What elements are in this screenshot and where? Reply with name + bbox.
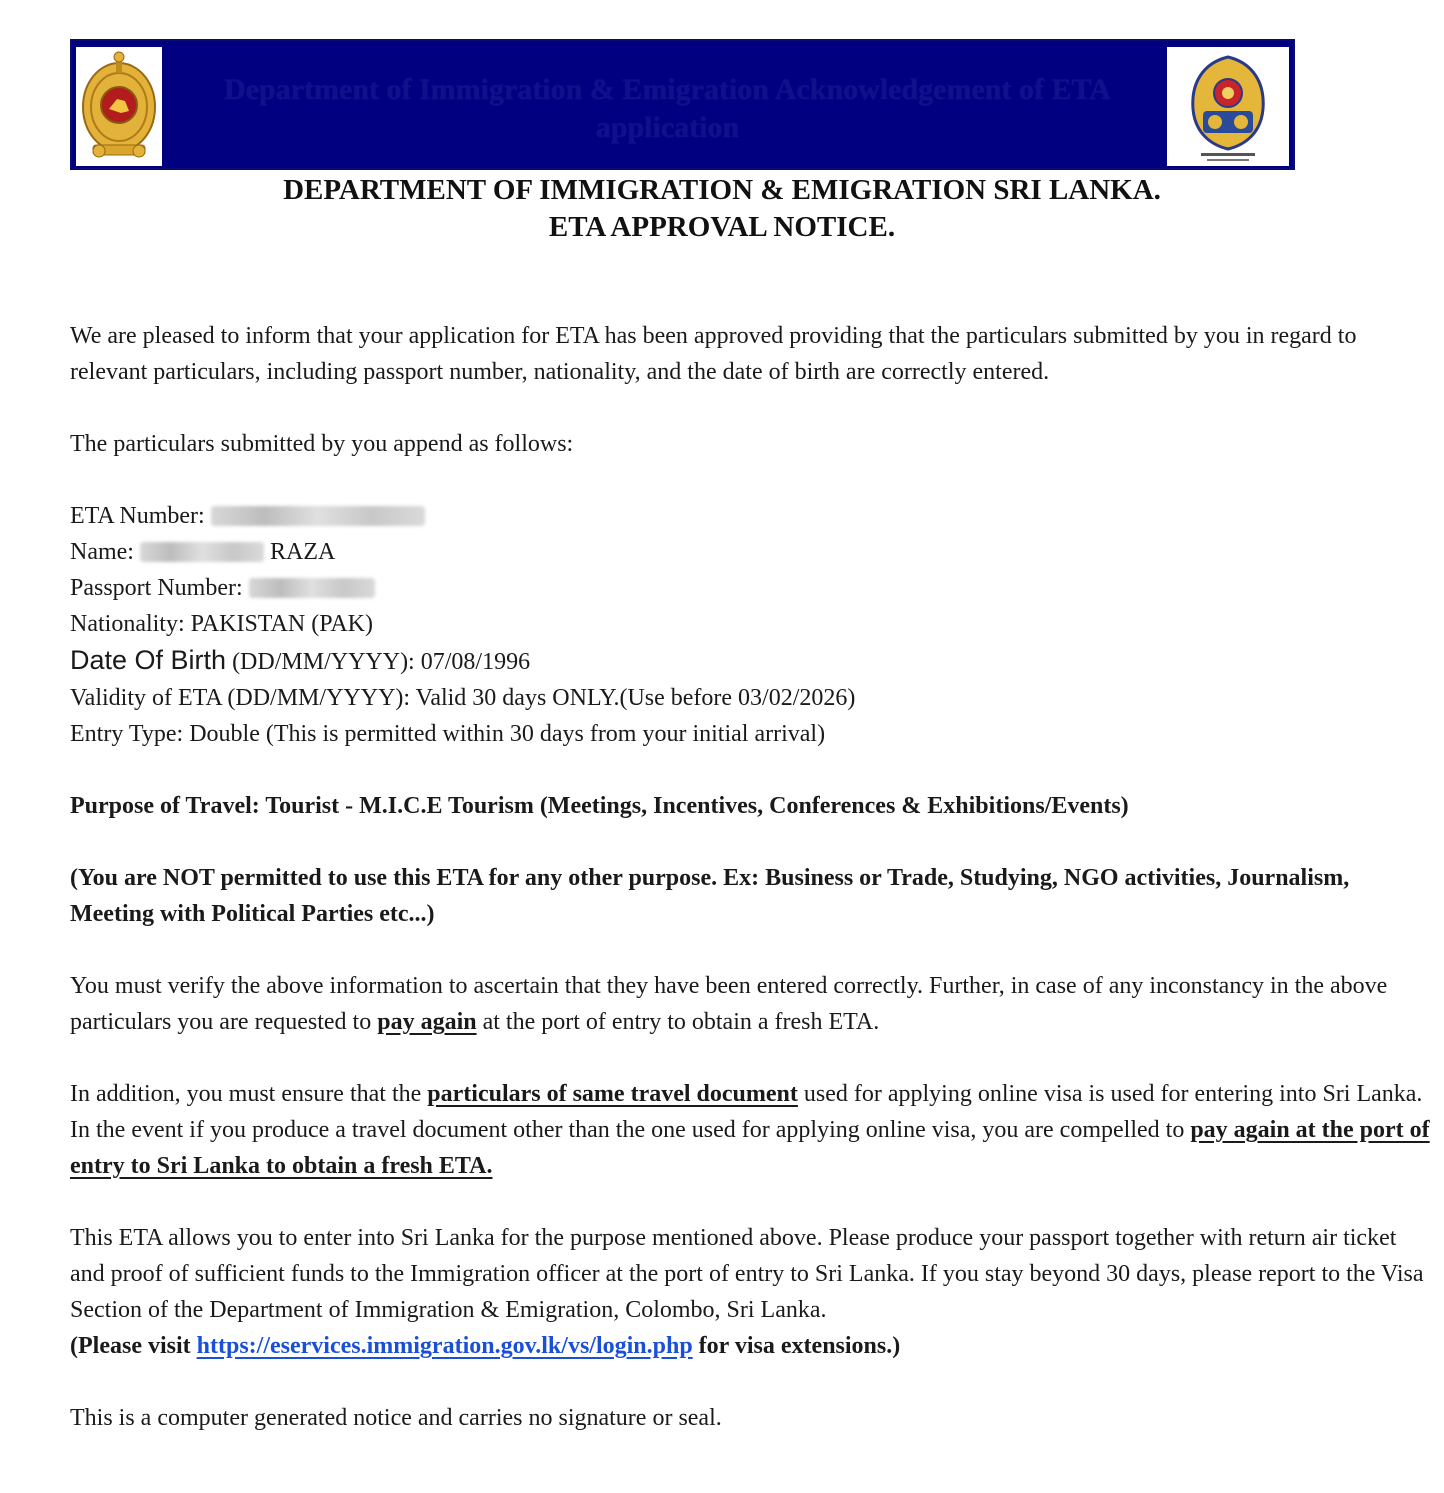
entry-type-label: Entry Type: bbox=[70, 721, 184, 747]
header-banner bbox=[70, 39, 1295, 170]
name-surname: RAZA bbox=[269, 539, 336, 565]
passport-redacted bbox=[249, 578, 375, 598]
addition-emphasis-1: particulars of same travel document bbox=[427, 1081, 798, 1107]
visa-extension-link[interactable]: https://eservices.immigration.gov.lk/vs/login.php bbox=[196, 1333, 693, 1359]
passport-label: Passport Number: bbox=[70, 575, 243, 601]
addition-text-before: In addition, you must ensure that the bbox=[70, 1081, 428, 1107]
sri-lanka-emblem-icon bbox=[79, 49, 159, 165]
immigration-crest-icon bbox=[1173, 49, 1283, 165]
entry-type-row bbox=[70, 716, 1430, 752]
addition-emphasis-2: pay again at the port of entry to Sri Lanka to obtain a fresh ETA. bbox=[70, 1117, 1430, 1179]
addition-text-middle: used for applying online visa is used for entering into Sri Lanka. In the event if you produce a travel document other than the one used for applying online visa, you are compelled to bbox=[70, 1081, 1423, 1143]
visit-text-before: (Please visit bbox=[70, 1333, 197, 1359]
sri-lanka-emblem-logo bbox=[76, 47, 162, 166]
verify-text-after: at the port of entry to obtain a fresh ETA. bbox=[476, 1009, 880, 1035]
passport-row bbox=[70, 570, 1430, 606]
name-redacted bbox=[140, 542, 264, 562]
validity-label: Validity of ETA (DD/MM/YYYY): bbox=[70, 685, 411, 711]
banner-title bbox=[182, 71, 1153, 147]
eta-number-row bbox=[70, 498, 1430, 534]
name-label: Name: bbox=[70, 539, 134, 565]
notice-body bbox=[70, 318, 1430, 1436]
purpose-of-travel: Purpose of Travel: Tourist - M.I.C.E Tourism (Meetings, Incentives, Conferences & Exhibitions/Events) bbox=[70, 793, 1129, 819]
immigration-crest-logo bbox=[1167, 47, 1289, 166]
addition-paragraph bbox=[70, 1076, 1430, 1184]
intro-paragraph: We are pleased to inform that your application for ETA has been approved providing that the particulars submitted by you in regard to relevant particulars, including passport number, nationality, and the date of birth are correctly entered. bbox=[70, 323, 1357, 385]
name-row bbox=[70, 534, 1430, 570]
dob-format: (DD/MM/YYYY): bbox=[232, 649, 415, 675]
nationality-row bbox=[70, 606, 1430, 642]
heading-line1: DEPARTMENT OF IMMIGRATION & EMIGRATION SRI LANKA. bbox=[283, 174, 1161, 206]
validity-row bbox=[70, 680, 1430, 716]
visit-text-after: for visa extensions.) bbox=[692, 1333, 901, 1359]
heading-line2: ETA APPROVAL NOTICE. bbox=[548, 211, 896, 243]
dob-label: Date Of Birth bbox=[70, 645, 227, 675]
page-title bbox=[0, 172, 1444, 246]
entry-type-value: Double (This is permitted within 30 days from your initial arrival) bbox=[189, 721, 826, 747]
dob-row bbox=[70, 642, 1430, 680]
restriction-notice: (You are NOT permitted to use this ETA for any other purpose. Ex: Business or Trade, Studying, NGO activities, Journalism, Meeting with Political Parties etc...) bbox=[70, 865, 1350, 927]
nationality-label: Nationality: bbox=[70, 611, 185, 637]
footer-note: This is a computer generated notice and carries no signature or seal. bbox=[70, 1405, 722, 1431]
verify-emphasis: pay again bbox=[377, 1009, 477, 1035]
verify-text-before: You must verify the above information to ascertain that they have been entered correctly. Further, in case of any inconstancy in the above particulars you are requested to bbox=[70, 973, 1388, 1035]
eta-number-label: ETA Number: bbox=[70, 503, 205, 529]
eta-number-redacted bbox=[211, 506, 425, 526]
dob-value: 07/08/1996 bbox=[420, 649, 531, 675]
validity-value: Valid 30 days ONLY.(Use before 03/02/2026) bbox=[415, 685, 856, 711]
banner-title-line1: Department of Immigration & Emigration Acknowledgement of ETA bbox=[224, 73, 1111, 106]
nationality-value: PAKISTAN (PAK) bbox=[190, 611, 373, 637]
banner-title-line2: application bbox=[595, 111, 740, 144]
verify-paragraph bbox=[70, 968, 1430, 1040]
visit-line bbox=[70, 1328, 1430, 1364]
allows-paragraph: This ETA allows you to enter into Sri Lanka for the purpose mentioned above. Please produce your passport together with return air ticket and proof of sufficient funds to the Immigration officer at the port of entry to Sri Lanka. If you stay beyond 30 days, please report to the Visa Section of the Department of Immigration & Emigration, Colombo, Sri Lanka. bbox=[70, 1225, 1424, 1323]
particulars-intro: The particulars submitted by you append as follows: bbox=[70, 431, 574, 457]
